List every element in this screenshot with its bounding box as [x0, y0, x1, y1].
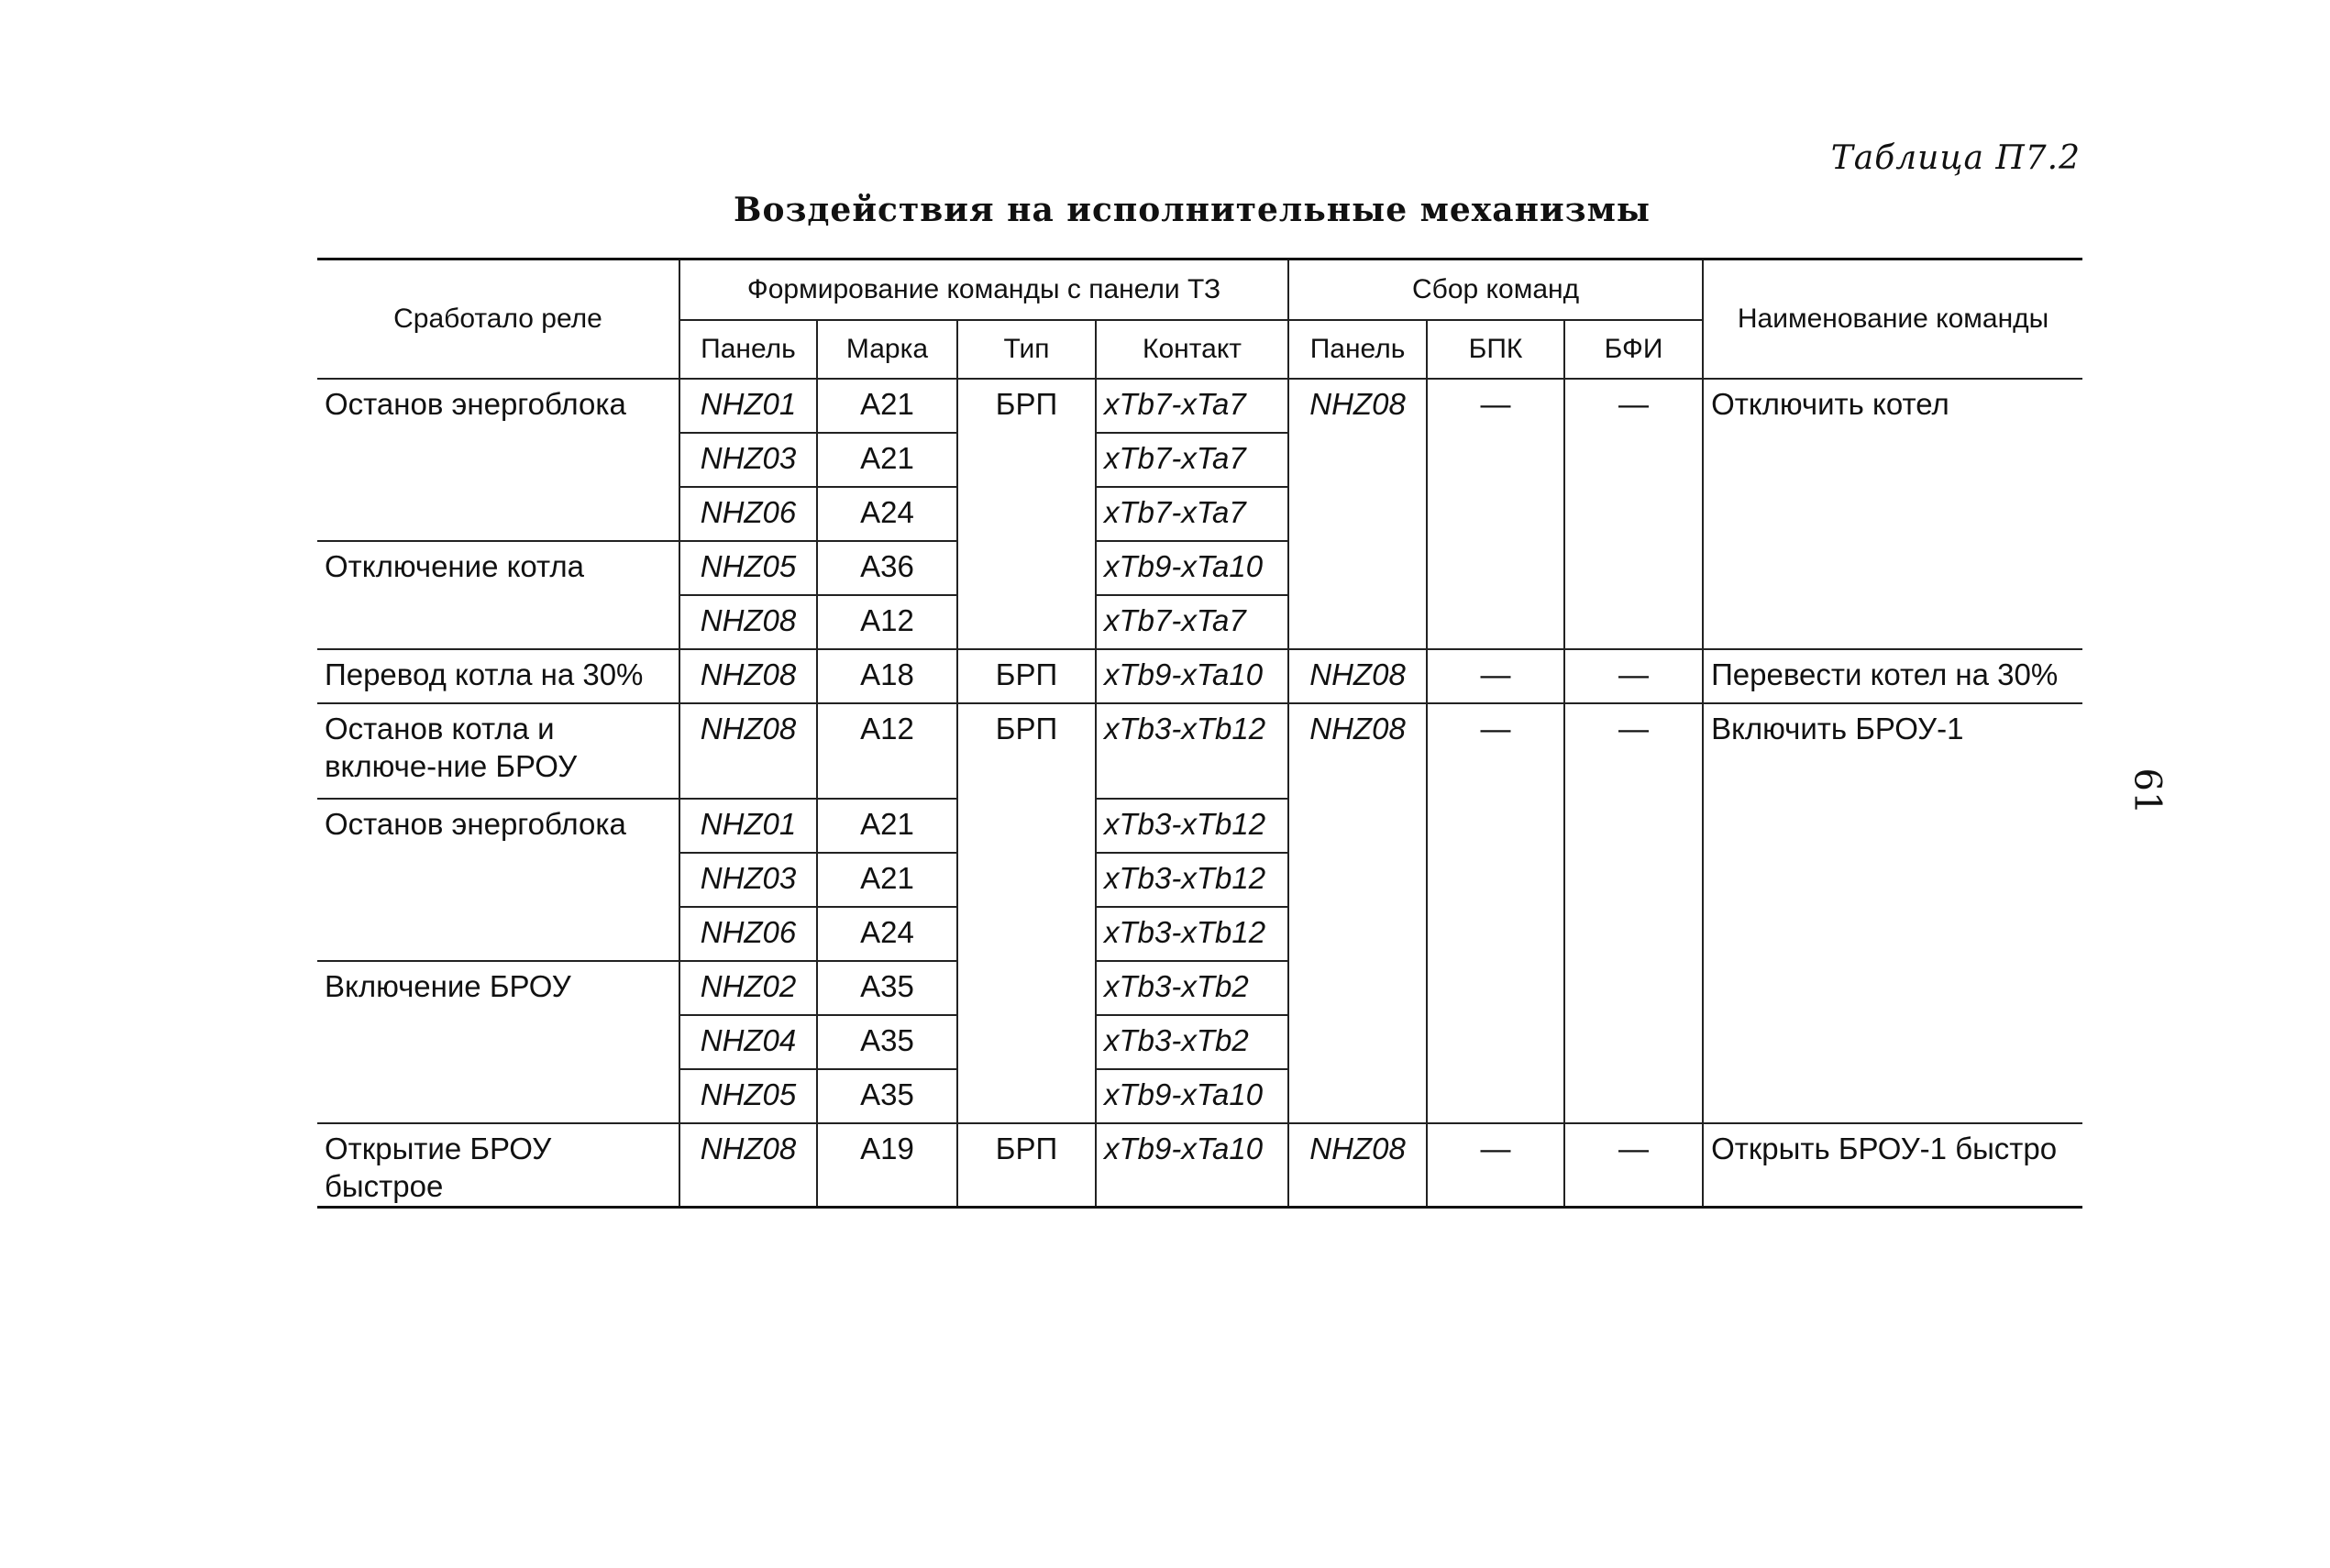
relay-cell: Отключение котла — [317, 541, 679, 649]
command-cell: Включить БРОУ-1 — [1703, 703, 2082, 1123]
relay-cell: Останов энергоблока — [317, 799, 679, 961]
table-title: Воздействия на исполнительные механизмы — [734, 191, 1651, 229]
bfi-cell: — — [1564, 1123, 1703, 1207]
header-command-name: Наименование команды — [1703, 259, 2082, 380]
mark-cell: A24 — [817, 907, 957, 961]
panel-cell: NHZ08 — [679, 649, 817, 703]
mark-cell: A21 — [817, 379, 957, 433]
mark-cell: A24 — [817, 487, 957, 541]
panel-cell: NHZ05 — [679, 1069, 817, 1123]
relay-cell: Открытие БРОУ быстрое — [317, 1123, 679, 1207]
contact-cell: xTb3-xTb12 — [1096, 799, 1288, 853]
contact-cell: xTb9-xTa10 — [1096, 649, 1288, 703]
header-panel: Панель — [679, 320, 817, 379]
panel-cell: NHZ05 — [679, 541, 817, 595]
mark-cell: A21 — [817, 853, 957, 907]
bfi-cell: — — [1564, 649, 1703, 703]
mark-cell: A35 — [817, 961, 957, 1015]
panel2-cell: NHZ08 — [1288, 649, 1427, 703]
page-number: 61 — [2126, 767, 2169, 815]
contact-cell: xTb9-xTa10 — [1096, 541, 1288, 595]
table-label: Таблица П7.2 — [1830, 139, 2081, 177]
panel-cell: NHZ02 — [679, 961, 817, 1015]
header-contact: Контакт — [1096, 320, 1288, 379]
type-cell: БРП — [957, 1123, 1096, 1207]
contact-cell: xTb7-xTa7 — [1096, 379, 1288, 433]
relay-cell: Перевод котла на 30% — [317, 649, 679, 703]
bfi-cell: — — [1564, 379, 1703, 649]
type-cell: БРП — [957, 649, 1096, 703]
mark-cell: A19 — [817, 1123, 957, 1207]
mark-cell: A35 — [817, 1015, 957, 1069]
contact-cell: xTb7-xTa7 — [1096, 595, 1288, 649]
mark-cell: A12 — [817, 595, 957, 649]
panel-cell: NHZ08 — [679, 595, 817, 649]
panel-cell: NHZ08 — [679, 703, 817, 799]
type-cell: БРП — [957, 379, 1096, 649]
header-panel2: Панель — [1288, 320, 1427, 379]
mark-cell: A18 — [817, 649, 957, 703]
panel-cell: NHZ06 — [679, 487, 817, 541]
bpk-cell: — — [1427, 1123, 1564, 1207]
header-bpk: БПК — [1427, 320, 1564, 379]
panel-cell: NHZ01 — [679, 379, 817, 433]
header-collection: Сбор команд — [1288, 259, 1703, 321]
panel2-cell: NHZ08 — [1288, 1123, 1427, 1207]
panel-cell: NHZ06 — [679, 907, 817, 961]
contact-cell: xTb7-xTa7 — [1096, 433, 1288, 487]
type-cell: БРП — [957, 703, 1096, 1123]
header-type: Тип — [957, 320, 1096, 379]
contact-cell: xTb3-xTb12 — [1096, 853, 1288, 907]
bfi-cell: — — [1564, 703, 1703, 1123]
table-row — [317, 1123, 2082, 1207]
actuator-commands-table — [317, 258, 2082, 1209]
mark-cell: A21 — [817, 799, 957, 853]
panel-cell: NHZ03 — [679, 433, 817, 487]
mark-cell: A21 — [817, 433, 957, 487]
command-cell: Перевести котел на 30% — [1703, 649, 2082, 703]
header-bfi: БФИ — [1564, 320, 1703, 379]
header-mark: Марка — [817, 320, 957, 379]
mark-cell: A35 — [817, 1069, 957, 1123]
contact-cell: xTb3-xTb12 — [1096, 703, 1288, 799]
panel-cell: NHZ08 — [679, 1123, 817, 1207]
header-relay: Сработало реле — [317, 259, 679, 380]
bpk-cell: — — [1427, 703, 1564, 1123]
header-formation: Формирование команды с панели ТЗ — [679, 259, 1288, 321]
contact-cell: xTb9-xTa10 — [1096, 1069, 1288, 1123]
panel2-cell: NHZ08 — [1288, 379, 1427, 649]
panel2-cell: NHZ08 — [1288, 703, 1427, 1123]
table-row — [317, 649, 2082, 703]
table-row — [317, 379, 2082, 433]
panel-cell: NHZ01 — [679, 799, 817, 853]
relay-cell: Включение БРОУ — [317, 961, 679, 1123]
panel-cell: NHZ03 — [679, 853, 817, 907]
bpk-cell: — — [1427, 379, 1564, 649]
bpk-cell: — — [1427, 649, 1564, 703]
contact-cell: xTb3-xTb12 — [1096, 907, 1288, 961]
panel-cell: NHZ04 — [679, 1015, 817, 1069]
relay-cell: Останов энергоблока — [317, 379, 679, 541]
table-row — [317, 703, 2082, 799]
command-cell: Отключить котел — [1703, 379, 2082, 649]
mark-cell: A12 — [817, 703, 957, 799]
command-cell: Открыть БРОУ-1 быстро — [1703, 1123, 2082, 1207]
relay-cell: Останов котла и включе-ние БРОУ — [317, 703, 679, 799]
contact-cell: xTb7-xTa7 — [1096, 487, 1288, 541]
contact-cell: xTb3-xTb2 — [1096, 961, 1288, 1015]
mark-cell: A36 — [817, 541, 957, 595]
contact-cell: xTb9-xTa10 — [1096, 1123, 1288, 1207]
contact-cell: xTb3-xTb2 — [1096, 1015, 1288, 1069]
